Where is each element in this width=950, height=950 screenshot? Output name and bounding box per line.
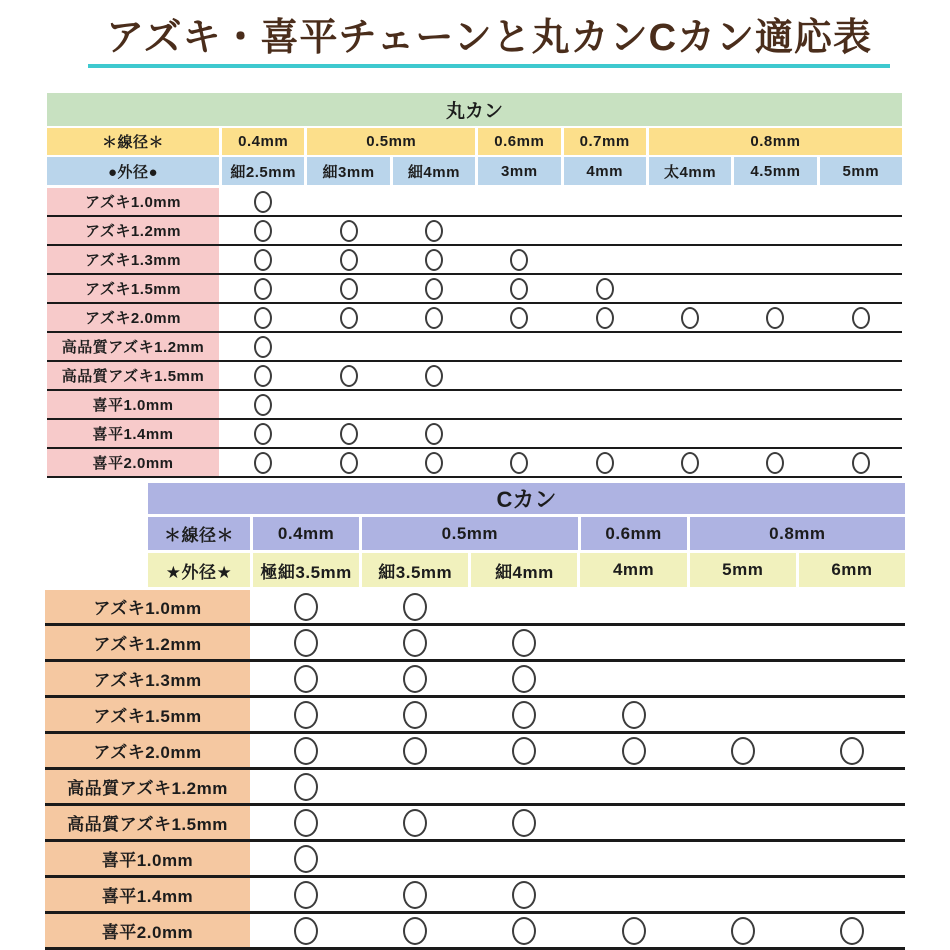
marukan-mark-cell (649, 391, 731, 418)
compatibility-circle-mark (294, 737, 318, 765)
compatibility-circle-mark (622, 917, 646, 945)
marukan-mark-cell (393, 420, 475, 447)
marukan-mark-cell (393, 304, 475, 331)
marukan-mark-cell (307, 333, 389, 360)
compatibility-circle-mark (254, 452, 272, 474)
compatibility-circle-mark (852, 452, 870, 474)
marukan-mark-cell (307, 246, 389, 273)
marukan-mark-cell (478, 362, 560, 389)
marukan-mark-cell (820, 449, 902, 476)
ckan-mark-cell (471, 698, 577, 731)
ckan-row-label: アズキ2.0mm (45, 734, 250, 767)
marukan-row-label: アズキ1.2mm (47, 217, 219, 244)
compatibility-circle-mark (254, 394, 272, 416)
marukan-wire-size-cell: 0.4mm (222, 128, 304, 155)
marukan-mark-cell (478, 246, 560, 273)
marukan-mark-cell (820, 391, 902, 418)
marukan-mark-cell (564, 449, 646, 476)
compatibility-circle-mark (254, 249, 272, 271)
ckan-table-row (45, 806, 905, 842)
ckan-table-row (45, 914, 905, 950)
ckan-row-label: アズキ1.5mm (45, 698, 250, 731)
marukan-mark-cell (564, 391, 646, 418)
marukan-row-label: 喜平1.0mm (47, 391, 219, 418)
marukan-mark-cell (734, 275, 816, 302)
ckan-mark-cell (690, 626, 796, 659)
marukan-mark-cell (307, 188, 389, 215)
compatibility-circle-mark (512, 701, 536, 729)
marukan-outer-size-cell: 細2.5mm (222, 157, 304, 185)
marukan-outer-size-cell: 4.5mm (734, 157, 816, 185)
marukan-mark-cell (393, 333, 475, 360)
ckan-mark-cell (580, 734, 686, 767)
marukan-table (47, 93, 902, 478)
marukan-outer-diameter-label: ●外径● (47, 157, 219, 185)
compatibility-circle-mark (254, 423, 272, 445)
marukan-mark-cell (734, 449, 816, 476)
compatibility-circle-mark (403, 701, 427, 729)
ckan-mark-cell (580, 626, 686, 659)
ckan-mark-cell (690, 698, 796, 731)
marukan-table-row (47, 333, 902, 362)
ckan-mark-cell (362, 770, 468, 803)
compatibility-circle-mark (596, 278, 614, 300)
compatibility-circle-mark (254, 220, 272, 242)
marukan-mark-cell (393, 188, 475, 215)
marukan-wire-size-cell: 0.6mm (478, 128, 560, 155)
marukan-mark-cell (478, 449, 560, 476)
ckan-mark-cell (471, 806, 577, 839)
marukan-table-row (47, 275, 902, 304)
compatibility-circle-mark (681, 307, 699, 329)
marukan-mark-cell (564, 304, 646, 331)
marukan-mark-cell (222, 362, 304, 389)
marukan-mark-cell (649, 304, 731, 331)
compatibility-circle-mark (510, 249, 528, 271)
marukan-outer-size-cell: 細4mm (393, 157, 475, 185)
ckan-outer-size-cell: 細3.5mm (362, 553, 468, 587)
ckan-outer-diameter-row (148, 553, 905, 587)
marukan-mark-cell (649, 217, 731, 244)
compatibility-circle-mark (340, 452, 358, 474)
ckan-mark-cell (253, 662, 359, 695)
marukan-row-label: アズキ2.0mm (47, 304, 219, 331)
compatibility-circle-mark (294, 701, 318, 729)
marukan-mark-cell (564, 217, 646, 244)
ckan-mark-cell (362, 590, 468, 623)
marukan-mark-cell (649, 333, 731, 360)
compatibility-circle-mark (254, 336, 272, 358)
marukan-mark-cell (222, 333, 304, 360)
ckan-outer-size-cell: 6mm (799, 553, 905, 587)
ckan-outer-size-cell: 細4mm (471, 553, 577, 587)
marukan-mark-cell (734, 188, 816, 215)
ckan-row-label: 高品質アズキ1.5mm (45, 806, 250, 839)
ckan-mark-cell (362, 806, 468, 839)
marukan-mark-cell (393, 217, 475, 244)
ckan-mark-cell (362, 698, 468, 731)
marukan-mark-cell (820, 246, 902, 273)
marukan-table-row (47, 304, 902, 333)
compatibility-circle-mark (340, 365, 358, 387)
ckan-table-row (45, 770, 905, 806)
compatibility-circle-mark (340, 278, 358, 300)
marukan-mark-cell (564, 362, 646, 389)
marukan-mark-cell (734, 362, 816, 389)
ckan-mark-cell (471, 842, 577, 875)
ckan-mark-cell (362, 626, 468, 659)
compatibility-circle-mark (403, 917, 427, 945)
marukan-mark-cell (564, 420, 646, 447)
marukan-mark-cell (393, 391, 475, 418)
marukan-mark-cell (820, 420, 902, 447)
marukan-mark-cell (393, 449, 475, 476)
ckan-mark-cell (471, 878, 577, 911)
ckan-mark-cell (580, 806, 686, 839)
marukan-mark-cell (734, 304, 816, 331)
ckan-row-label: アズキ1.2mm (45, 626, 250, 659)
marukan-mark-cell (649, 246, 731, 273)
compatibility-circle-mark (294, 845, 318, 873)
marukan-mark-cell (222, 304, 304, 331)
marukan-mark-cell (307, 362, 389, 389)
ckan-mark-cell (799, 734, 905, 767)
page-title (88, 16, 890, 68)
ckan-mark-cell (690, 914, 796, 947)
ckan-wire-diameter-label: ＊線径＊ (148, 517, 250, 550)
ckan-mark-cell (580, 770, 686, 803)
marukan-mark-cell (307, 420, 389, 447)
compatibility-circle-mark (512, 665, 536, 693)
compatibility-circle-mark (681, 452, 699, 474)
compatibility-circle-mark (596, 307, 614, 329)
marukan-outer-size-cell: 5mm (820, 157, 902, 185)
ckan-wire-diameter-row (148, 517, 905, 550)
marukan-row-label: アズキ1.3mm (47, 246, 219, 273)
compatibility-circle-mark (294, 917, 318, 945)
marukan-mark-cell (820, 188, 902, 215)
marukan-mark-cell (478, 391, 560, 418)
ckan-mark-cell (253, 698, 359, 731)
marukan-wire-diameter-label: ＊線径＊ (47, 128, 219, 155)
ckan-mark-cell (362, 842, 468, 875)
compatibility-circle-mark (340, 249, 358, 271)
ckan-mark-cell (253, 626, 359, 659)
ckan-outer-size-cell: 極細3.5mm (253, 553, 359, 587)
marukan-outer-size-cell: 3mm (478, 157, 560, 185)
compatibility-circle-mark (840, 917, 864, 945)
marukan-mark-cell (393, 246, 475, 273)
ckan-mark-cell (362, 878, 468, 911)
compatibility-circle-mark (840, 737, 864, 765)
compatibility-circle-mark (425, 365, 443, 387)
ckan-outer-size-cell: 5mm (690, 553, 796, 587)
compatibility-circle-mark (425, 307, 443, 329)
ckan-table-header (148, 483, 905, 587)
compatibility-circle-mark (512, 629, 536, 657)
marukan-mark-cell (478, 188, 560, 215)
ckan-table-row (45, 662, 905, 698)
compatibility-circle-mark (622, 737, 646, 765)
ckan-mark-cell (253, 590, 359, 623)
compatibility-circle-mark (403, 737, 427, 765)
ckan-mark-cell (799, 806, 905, 839)
compatibility-circle-mark (766, 452, 784, 474)
marukan-mark-cell (820, 304, 902, 331)
ckan-mark-cell (253, 914, 359, 947)
ckan-mark-cell (799, 590, 905, 623)
compatibility-circle-mark (294, 665, 318, 693)
marukan-mark-cell (734, 420, 816, 447)
ckan-wire-size-cell: 0.5mm (362, 517, 577, 550)
ckan-mark-cell (253, 806, 359, 839)
ckan-mark-cell (580, 662, 686, 695)
marukan-mark-cell (649, 420, 731, 447)
compatibility-circle-mark (403, 881, 427, 909)
compatibility-circle-mark (340, 307, 358, 329)
ckan-wire-size-cell: 0.4mm (253, 517, 359, 550)
marukan-mark-cell (393, 275, 475, 302)
marukan-mark-cell (307, 449, 389, 476)
compatibility-circle-mark (731, 737, 755, 765)
ckan-row-label: 喜平2.0mm (45, 914, 250, 947)
marukan-row-label: 高品質アズキ1.5mm (47, 362, 219, 389)
ckan-mark-cell (471, 914, 577, 947)
marukan-mark-cell (478, 420, 560, 447)
ckan-mark-cell (799, 842, 905, 875)
ckan-mark-cell (580, 590, 686, 623)
compatibility-circle-mark (254, 191, 272, 213)
ckan-mark-cell (580, 878, 686, 911)
ckan-mark-cell (580, 842, 686, 875)
compatibility-circle-mark (425, 220, 443, 242)
ckan-mark-cell (471, 734, 577, 767)
marukan-table-row (47, 449, 902, 478)
compatibility-circle-mark (294, 629, 318, 657)
ckan-mark-cell (471, 662, 577, 695)
marukan-wire-size-cell: 0.7mm (564, 128, 646, 155)
ckan-row-label: 高品質アズキ1.2mm (45, 770, 250, 803)
compatibility-circle-mark (766, 307, 784, 329)
ckan-table-row (45, 698, 905, 734)
marukan-mark-cell (478, 275, 560, 302)
marukan-mark-cell (478, 304, 560, 331)
ckan-table-body (45, 590, 905, 950)
marukan-mark-cell (649, 275, 731, 302)
marukan-mark-cell (222, 420, 304, 447)
compatibility-circle-mark (254, 307, 272, 329)
marukan-mark-cell (649, 362, 731, 389)
marukan-mark-cell (649, 188, 731, 215)
ckan-mark-cell (799, 698, 905, 731)
marukan-wire-size-cell: 0.5mm (307, 128, 475, 155)
compatibility-circle-mark (622, 701, 646, 729)
ckan-wire-size-cell: 0.6mm (581, 517, 687, 550)
marukan-mark-cell (222, 449, 304, 476)
compatibility-circle-mark (510, 452, 528, 474)
compatibility-circle-mark (425, 452, 443, 474)
ckan-row-label: 喜平1.0mm (45, 842, 250, 875)
ckan-mark-cell (580, 698, 686, 731)
marukan-mark-cell (307, 391, 389, 418)
compatibility-circle-mark (510, 278, 528, 300)
ckan-mark-cell (253, 734, 359, 767)
ckan-mark-cell (799, 626, 905, 659)
marukan-table-row (47, 362, 902, 391)
ckan-mark-cell (471, 626, 577, 659)
ckan-table-row (45, 878, 905, 914)
marukan-row-label: アズキ1.5mm (47, 275, 219, 302)
compatibility-circle-mark (294, 773, 318, 801)
marukan-mark-cell (734, 391, 816, 418)
marukan-mark-cell (222, 275, 304, 302)
ckan-outer-diameter-label: ★外径★ (148, 553, 250, 587)
ckan-title: Cカン (148, 483, 905, 514)
compatibility-circle-mark (403, 593, 427, 621)
compatibility-circle-mark (852, 307, 870, 329)
marukan-table-row (47, 420, 902, 449)
compatibility-circle-mark (425, 423, 443, 445)
marukan-mark-cell (649, 449, 731, 476)
marukan-mark-cell (478, 333, 560, 360)
ckan-mark-cell (690, 734, 796, 767)
marukan-mark-cell (734, 217, 816, 244)
ckan-mark-cell (690, 878, 796, 911)
marukan-mark-cell (564, 275, 646, 302)
compatibility-circle-mark (512, 737, 536, 765)
ckan-table-row (45, 590, 905, 626)
ckan-mark-cell (362, 734, 468, 767)
marukan-mark-cell (307, 217, 389, 244)
compatibility-circle-mark (294, 593, 318, 621)
compatibility-circle-mark (254, 278, 272, 300)
ckan-wire-size-cell: 0.8mm (690, 517, 905, 550)
marukan-mark-cell (307, 304, 389, 331)
compatibility-circle-mark (512, 809, 536, 837)
ckan-mark-cell (799, 770, 905, 803)
marukan-table-row (47, 188, 902, 217)
marukan-wire-diameter-row (47, 128, 902, 155)
compatibility-circle-mark (596, 452, 614, 474)
marukan-row-label: アズキ1.0mm (47, 188, 219, 215)
marukan-mark-cell (478, 217, 560, 244)
compatibility-circle-mark (425, 249, 443, 271)
marukan-row-label: 喜平2.0mm (47, 449, 219, 476)
ckan-mark-cell (690, 770, 796, 803)
ckan-mark-cell (253, 770, 359, 803)
marukan-mark-cell (393, 362, 475, 389)
marukan-mark-cell (222, 391, 304, 418)
compatibility-circle-mark (731, 917, 755, 945)
ckan-mark-cell (253, 842, 359, 875)
marukan-row-label: 喜平1.4mm (47, 420, 219, 447)
ckan-table-row (45, 842, 905, 878)
compatibility-circle-mark (512, 917, 536, 945)
ckan-table-row (45, 626, 905, 662)
marukan-table-row (47, 391, 902, 420)
marukan-table-row (47, 217, 902, 246)
ckan-mark-cell (690, 806, 796, 839)
ckan-mark-cell (471, 770, 577, 803)
marukan-table-row (47, 246, 902, 275)
marukan-mark-cell (222, 217, 304, 244)
compatibility-circle-mark (340, 423, 358, 445)
ckan-mark-cell (471, 590, 577, 623)
ckan-mark-cell (690, 842, 796, 875)
ckan-mark-cell (799, 878, 905, 911)
ckan-mark-cell (253, 878, 359, 911)
compatibility-circle-mark (425, 278, 443, 300)
marukan-outer-size-cell: 4mm (564, 157, 646, 185)
ckan-mark-cell (799, 914, 905, 947)
compatibility-circle-mark (294, 881, 318, 909)
ckan-table-row (45, 734, 905, 770)
compatibility-circle-mark (254, 365, 272, 387)
marukan-outer-diameter-row (47, 157, 902, 185)
marukan-wire-size-cell: 0.8mm (649, 128, 902, 155)
marukan-mark-cell (564, 246, 646, 273)
compatibility-circle-mark (403, 809, 427, 837)
marukan-mark-cell (307, 275, 389, 302)
marukan-mark-cell (564, 188, 646, 215)
compatibility-circle-mark (512, 881, 536, 909)
ckan-row-label: アズキ1.0mm (45, 590, 250, 623)
marukan-outer-size-cell: 細3mm (307, 157, 389, 185)
marukan-mark-cell (222, 188, 304, 215)
ckan-mark-cell (580, 914, 686, 947)
compatibility-circle-mark (510, 307, 528, 329)
marukan-mark-cell (820, 217, 902, 244)
marukan-title: 丸カン (47, 93, 902, 126)
compatibility-circle-mark (294, 809, 318, 837)
page-title-text: アズキ・喜平チェーンと丸カンCカン適応表 (105, 17, 873, 59)
marukan-outer-size-cell: 太4mm (649, 157, 731, 185)
marukan-mark-cell (820, 362, 902, 389)
compatibility-circle-mark (403, 665, 427, 693)
ckan-mark-cell (362, 662, 468, 695)
marukan-mark-cell (222, 246, 304, 273)
marukan-mark-cell (820, 275, 902, 302)
marukan-row-label: 高品質アズキ1.2mm (47, 333, 219, 360)
ckan-row-label: 喜平1.4mm (45, 878, 250, 911)
compatibility-circle-mark (403, 629, 427, 657)
ckan-outer-size-cell: 4mm (580, 553, 686, 587)
ckan-mark-cell (362, 914, 468, 947)
marukan-mark-cell (820, 333, 902, 360)
marukan-mark-cell (734, 333, 816, 360)
ckan-row-label: アズキ1.3mm (45, 662, 250, 695)
marukan-mark-cell (564, 333, 646, 360)
ckan-mark-cell (799, 662, 905, 695)
ckan-mark-cell (690, 590, 796, 623)
compatibility-circle-mark (340, 220, 358, 242)
marukan-mark-cell (734, 246, 816, 273)
ckan-mark-cell (690, 662, 796, 695)
